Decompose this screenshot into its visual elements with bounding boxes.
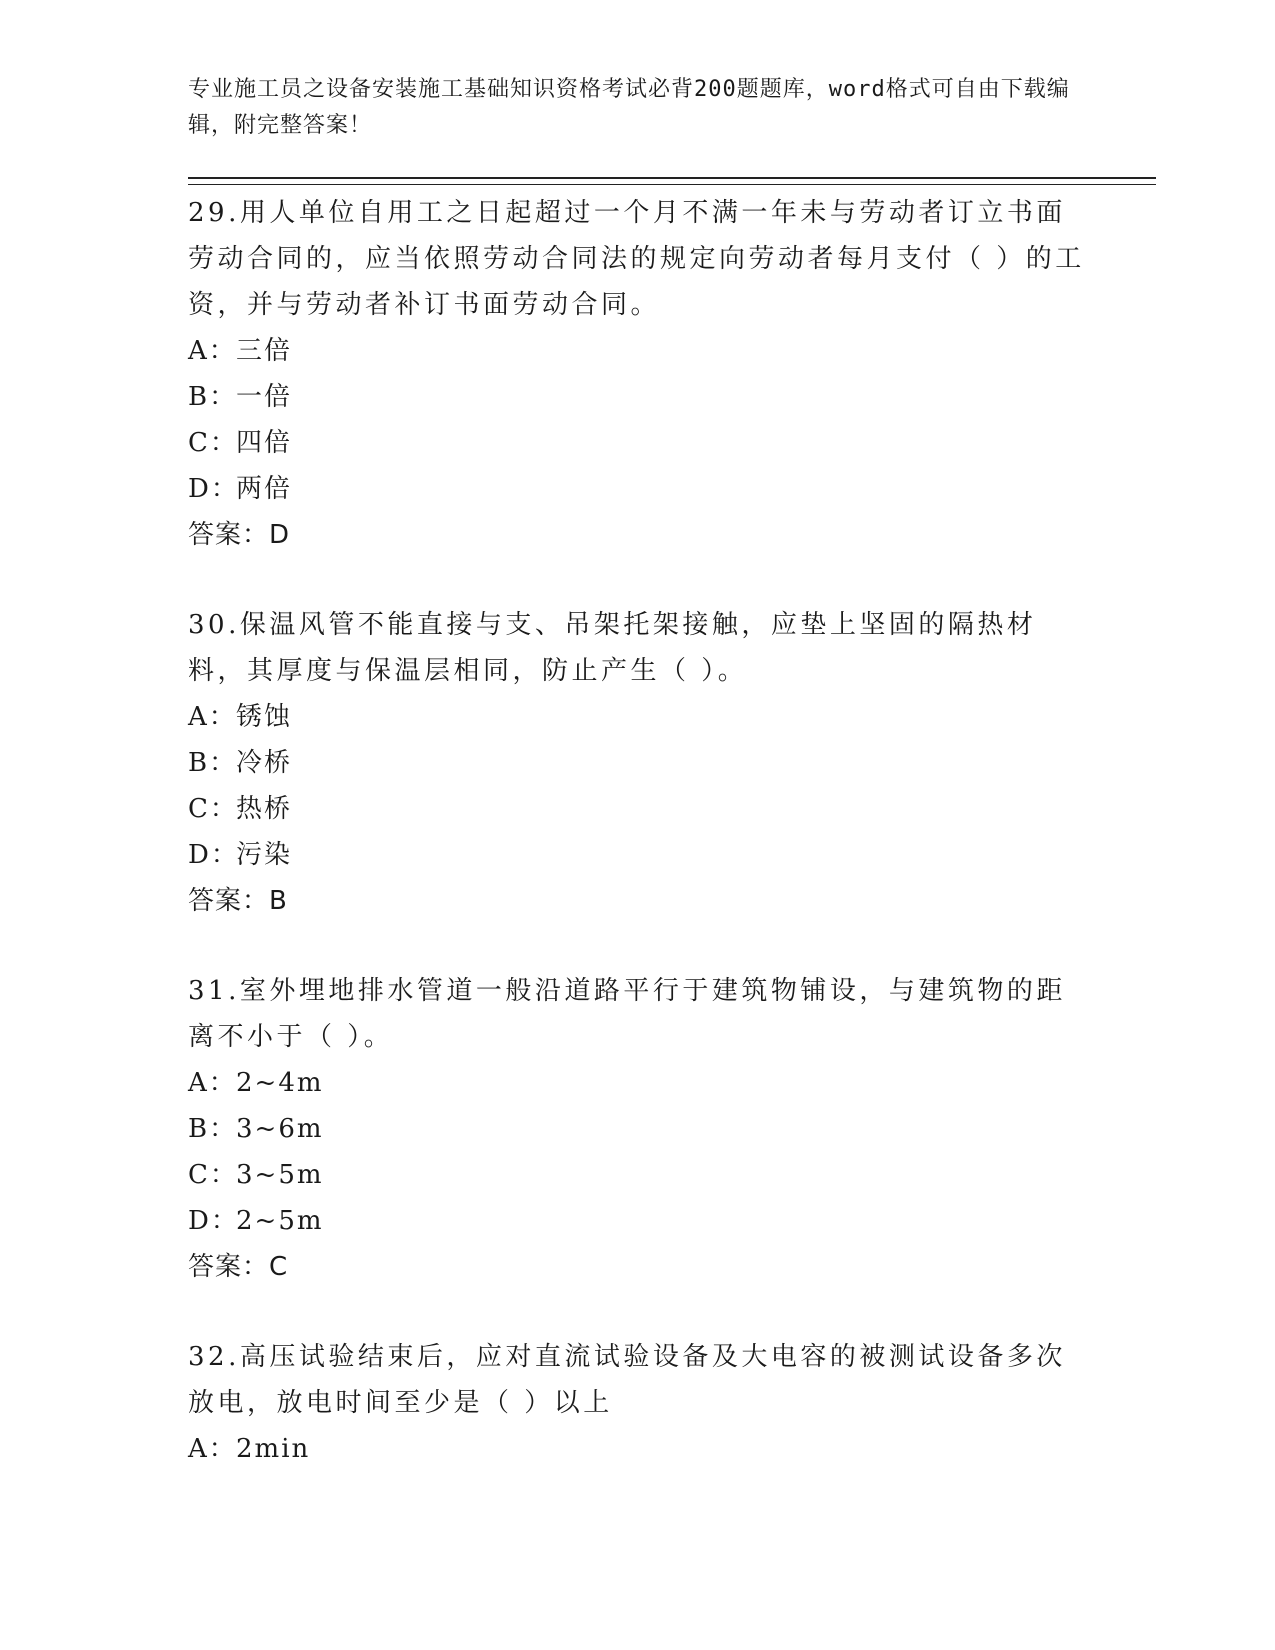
option-value: 热桥 bbox=[236, 794, 293, 824]
question-spacer bbox=[188, 558, 1088, 602]
question-text: 30.保温风管不能直接与支、吊架托架接触，应垫上坚固的隔热材料，其厚度与保温层相同，防止产生（ ）。 bbox=[188, 610, 1037, 686]
question-text: 31.室外埋地排水管道一般沿道路平行于建筑物铺设，与建筑物的距离不小于（ ）。 bbox=[188, 976, 1066, 1052]
option-d bbox=[188, 1198, 1088, 1244]
option-value: 两倍 bbox=[236, 474, 293, 504]
document-header: 专业施工员之设备安装施工基础知识资格考试必背200题题库，word格式可自由下载编辑，附完整答案！ bbox=[188, 77, 1070, 138]
option-key: A： bbox=[188, 1434, 237, 1464]
answer: 答案：B bbox=[188, 886, 288, 916]
option-c bbox=[188, 420, 1088, 466]
option-key: C： bbox=[188, 794, 238, 824]
option-key: C： bbox=[188, 1160, 238, 1190]
option-a bbox=[188, 328, 1088, 374]
option-value: 一倍 bbox=[236, 382, 293, 412]
answer: 答案：C bbox=[188, 1252, 289, 1282]
option-value: 2min bbox=[236, 1434, 311, 1464]
option-key: D： bbox=[188, 1206, 239, 1236]
question-32 bbox=[188, 1334, 1088, 1472]
option-value: 3~5m bbox=[236, 1160, 324, 1190]
option-a bbox=[188, 694, 1088, 740]
option-a bbox=[188, 1426, 1088, 1472]
option-a bbox=[188, 1060, 1088, 1106]
option-value: 三倍 bbox=[236, 336, 293, 366]
option-b bbox=[188, 1106, 1088, 1152]
question-30 bbox=[188, 602, 1088, 924]
option-key: B： bbox=[188, 1114, 238, 1144]
question-29 bbox=[188, 190, 1088, 558]
question-list bbox=[188, 190, 1088, 1472]
option-value: 四倍 bbox=[236, 428, 293, 458]
question-spacer bbox=[188, 924, 1088, 968]
option-value: 3~6m bbox=[236, 1114, 324, 1144]
option-value: 冷桥 bbox=[236, 748, 293, 778]
option-key: D： bbox=[188, 474, 239, 504]
option-key: D： bbox=[188, 840, 239, 870]
option-key: A： bbox=[188, 702, 237, 732]
option-d bbox=[188, 832, 1088, 878]
option-value: 2~4m bbox=[236, 1068, 324, 1098]
option-value: 污染 bbox=[236, 840, 293, 870]
option-key: A： bbox=[188, 336, 237, 366]
option-key: B： bbox=[188, 382, 238, 412]
header-rule-thin bbox=[188, 184, 1156, 185]
option-c bbox=[188, 1152, 1088, 1198]
header-rule-thick bbox=[188, 177, 1156, 179]
option-value: 锈蚀 bbox=[236, 702, 293, 732]
option-b bbox=[188, 740, 1088, 786]
option-b bbox=[188, 374, 1088, 420]
answer: 答案：D bbox=[188, 520, 291, 550]
option-value: 2~5m bbox=[236, 1206, 324, 1236]
question-spacer bbox=[188, 1290, 1088, 1334]
option-c bbox=[188, 786, 1088, 832]
option-key: C： bbox=[188, 428, 238, 458]
question-text: 32.高压试验结束后，应对直流试验设备及大电容的被测试设备多次放电，放电时间至少是（ ）以上 bbox=[188, 1342, 1066, 1418]
option-d bbox=[188, 466, 1088, 512]
option-key: A： bbox=[188, 1068, 237, 1098]
question-text: 29.用人单位自用工之日起超过一个月不满一年未与劳动者订立书面劳动合同的，应当依照劳动合同法的规定向劳动者每月支付（ ）的工资，并与劳动者补订书面劳动合同。 bbox=[188, 198, 1085, 320]
option-key: B： bbox=[188, 748, 238, 778]
question-31 bbox=[188, 968, 1088, 1290]
